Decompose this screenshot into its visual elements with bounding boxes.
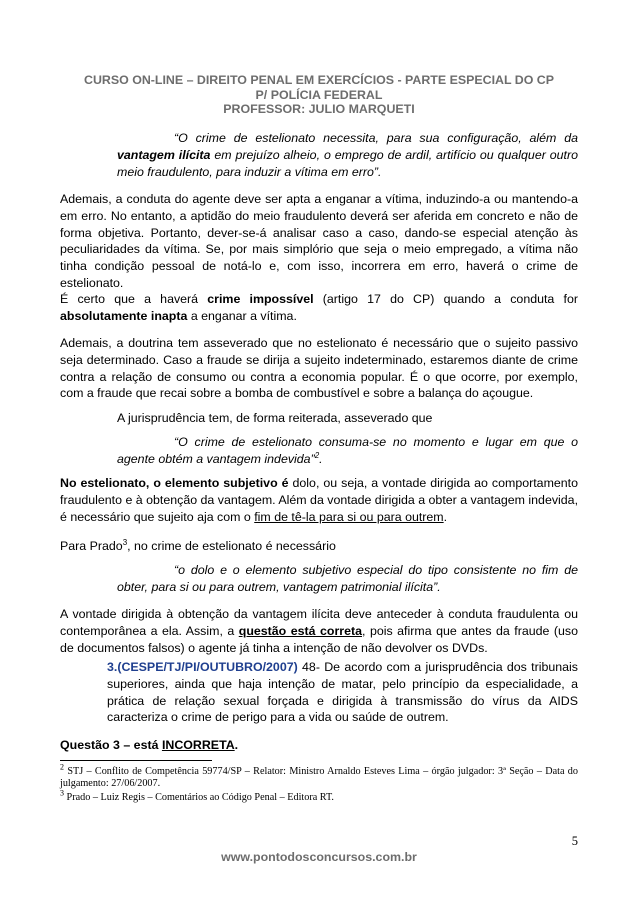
- question-3-statement: 3.(CESPE/TJ/PI/OUTUBRO/2007) 48- De acordo com a jurisprudência dos tribunais superiores, ainda que haja intenção de matar, pelo princípio da especialidade, a prática de relação sexual forçada e dirigida à transmissão do vírus da AIDS caracteriza o crime de perigo para a vida ou saúde de outrem.: [107, 660, 578, 725]
- page-header: [60, 73, 578, 117]
- paragraph-sujeito-passivo: Ademais, a doutrina tem asseverado que no estelionato é necessário que o sujeito passivo seja determinado. Caso a fraude se dirija a sujeito indeterminado, estaremos diante de crime contra a relação de consumo ou contra a economia popular. É o que ocorre, por exemplo, com a fraude que recai sobre a bomba de combustível e sobre a balança do açougue.: [60, 336, 578, 401]
- quote-dolo: “o dolo e o elemento subjetivo especial do tipo consistente no fim de obter, para si ou para outrem, vantagem patrimonial ilícita”.: [117, 563, 578, 594]
- footnote-3: $^3$ Prado – Luiz Regis – Comentários ao Código Penal – Editora RT.: [60, 788, 334, 803]
- footnote-2: $^2$ STJ – Conflito de Competência 59774/SP – Relator: Ministro Arnaldo Esteves Lima – órgão julgador: 3ª Seção – Data do julgamento: 27/06/2007.: [60, 762, 578, 789]
- paragraph-jurisprudencia: A jurisprudência tem, de forma reiterada, asseverado que: [117, 411, 433, 425]
- page-number: 5: [571, 834, 578, 848]
- header-professor: PROFESSOR: JULIO MARQUETI: [223, 102, 415, 116]
- footer-url[interactable]: www.pontodosconcursos.com.br: [221, 850, 417, 864]
- header-subtitle: P/ POLÍCIA FEDERAL: [255, 87, 383, 102]
- quote-consumacao: “O crime de estelionato consuma-se no momento e lugar em que o agente obtém a vantagem indevida”$^2$.: [117, 435, 578, 466]
- paragraph-crime-impossivel: É certo que a haverá crime impossível (artigo 17 do CP) quando a conduta for absolutamente inapta a enganar a vítima.: [60, 292, 578, 323]
- quote-estelionato-definition: “O crime de estelionato necessita, para sua configuração, além da vantagem ilícita em prejuízo alheio, o emprego de ardil, artifício ou qualquer outro meio fraudulento, para induzir a vítima em erro”.: [117, 131, 579, 179]
- paragraph-questao-correta: A vontade dirigida à obtenção da vantagem ilícita deve anteceder à conduta fraudulenta ou contemporânea a ela. Assim, a questão está correta, pois afirma que antes da fraude (uso de documentos falsos) o agente já tinha a intenção de não devolver os DVDs.: [60, 607, 578, 655]
- question-3-answer: Questão 3 – está INCORRETA.: [60, 738, 239, 752]
- footnote-divider: [60, 760, 212, 761]
- paragraph-elemento-subjetivo: No estelionato, o elemento subjetivo é dolo, ou seja, a vontade dirigida ao comportamento fraudulento e à obtenção da vantagem. Além da vontade dirigida a obter a vantagem indevida, é necessário que sujeito aja com o fim de tê-la para si ou para outrem.: [60, 476, 579, 524]
- paragraph-prado: Para Prado$^3$, no crime de estelionato é necessário: [60, 537, 336, 553]
- paragraph-aptidao-meio: Ademais, a conduta do agente deve ser apta a enganar a vítima, induzindo-a ou mantendo-a em erro. No entanto, a aptidão do meio fraudulento deverá ser aferida em concreto e não de forma objetiva. Portanto, dever-se-á analisar caso a caso, dando-se especial atenção às peculiaridades da vítima. Se, por mais simplório que seja o meio empregado, a vítima não tinha condição pessoal de notá-lo e, com isso, incorrera em erro, haverá o crime de estelionato.: [60, 192, 578, 290]
- header-course-title: CURSO ON-LINE – DIREITO PENAL EM EXERCÍCIOS - PARTE ESPECIAL DO CP: [84, 73, 554, 87]
